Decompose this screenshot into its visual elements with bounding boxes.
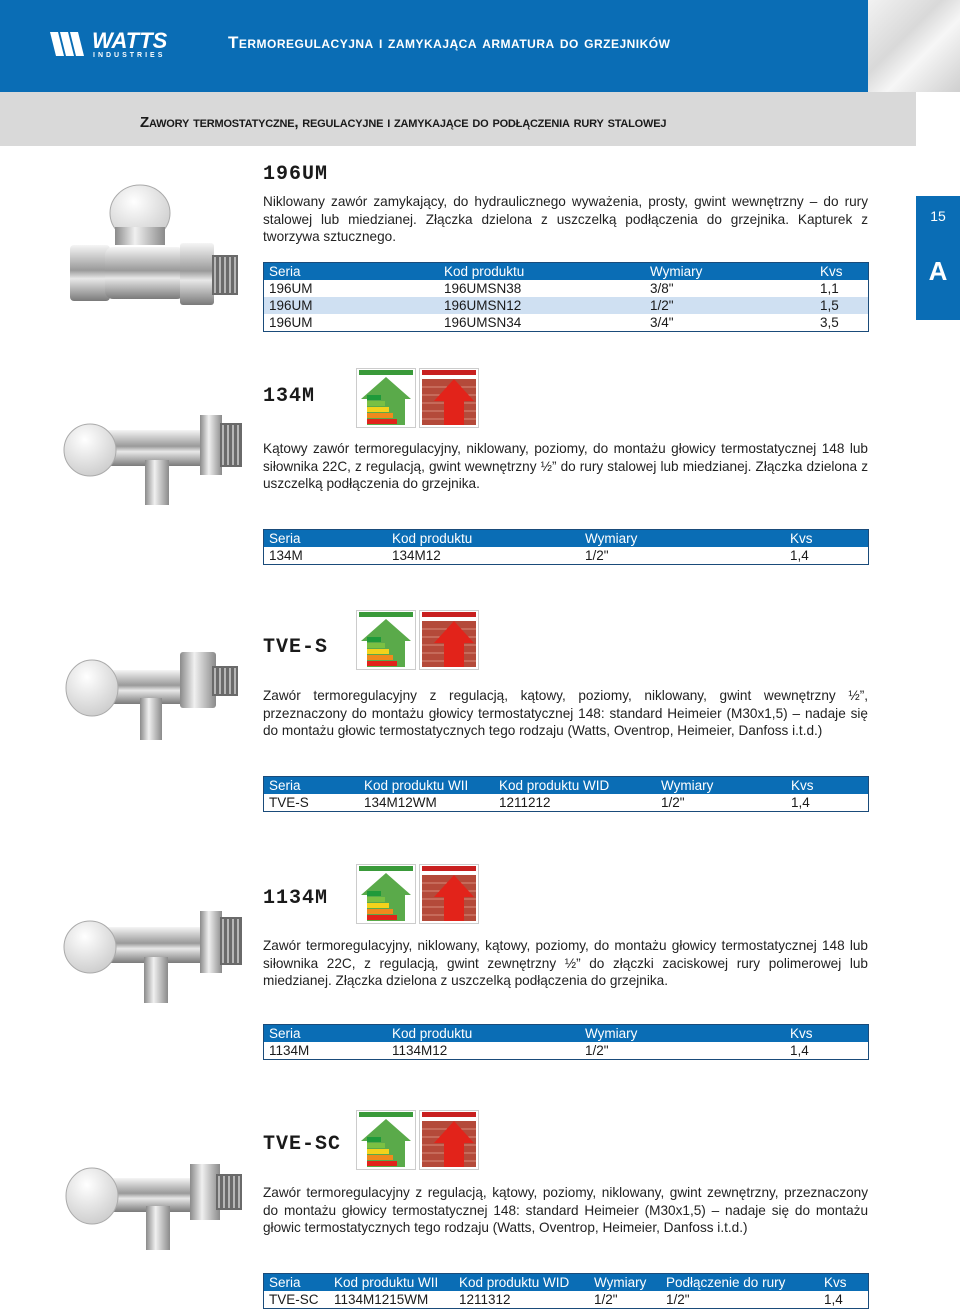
col-header: Wymiary xyxy=(645,263,815,281)
table-header-row xyxy=(264,777,869,795)
energy-label-badge xyxy=(356,368,416,428)
col-header: Wymiary xyxy=(580,530,785,548)
col-header: Kvs xyxy=(819,1274,869,1292)
product-description-196um: Niklowany zawór zamykający, do hydraulicznego wyważenia, prosty, gwint wewnętrzny – do rury stalowej lub miedzianej. Złączka dzielona z uszczelką podłączenia do grzejnika. Kapturek z tworzywa sztucznego. xyxy=(263,194,868,244)
table-cell: 1,4 xyxy=(790,548,809,563)
product-photo-1134m xyxy=(60,895,250,1010)
side-index-tab xyxy=(916,196,960,320)
energy-house-icon xyxy=(357,1111,415,1169)
logo-subtext: INDUSTRIES xyxy=(93,52,166,59)
modernization-badge xyxy=(419,368,479,428)
watts-logo xyxy=(50,28,170,64)
table-header-row xyxy=(264,1025,869,1043)
table-row xyxy=(264,547,869,565)
col-header: Seria xyxy=(264,777,360,795)
product-code-tve-sc: TVE-SC xyxy=(263,1133,342,1156)
table-row xyxy=(264,280,869,297)
col-header: Seria xyxy=(264,530,388,548)
badge-caption xyxy=(359,612,413,617)
col-header: Kod produktu WII xyxy=(329,1274,454,1292)
badge-caption xyxy=(359,866,413,871)
table-cell: 134M12WM xyxy=(364,795,437,810)
table-header-row xyxy=(264,263,869,281)
col-header: Kvs xyxy=(786,777,869,795)
product-code-tve-s: TVE-S xyxy=(263,636,329,659)
header-decoration xyxy=(868,0,960,92)
table-cell: 196UM xyxy=(269,281,313,296)
table-row xyxy=(264,1291,869,1309)
brick-arrow-icon xyxy=(420,865,478,923)
table-header-row xyxy=(264,1274,869,1292)
col-header: Seria xyxy=(264,1274,330,1292)
table-row xyxy=(264,1042,869,1060)
energy-label-badge xyxy=(356,610,416,670)
col-header: Kvs xyxy=(785,1025,869,1043)
product-code-1134m: 1134M xyxy=(263,887,329,910)
table-cell: 3,5 xyxy=(820,315,839,330)
table-cell: 196UMSN38 xyxy=(444,281,522,296)
product-description-tve-s: Zawór termoregulacyjny z regulacją, kątowy, poziomy, niklowany, gwint wewnętrzny ½”, przeznaczony do montażu głowicy termostatycznej 148: standard Heimeier (M30x1,5) – nadaje się do montażu głowic termostatycznych tego rodzaju (Watts, Oventrop, Heimeier, Danfoss i.t.d.) xyxy=(263,688,868,738)
brick-arrow-icon xyxy=(420,1111,478,1169)
table-cell: 196UMSN12 xyxy=(439,297,645,314)
page-number: 15 xyxy=(930,208,946,224)
table-cell: 1/2" xyxy=(645,297,815,314)
logo-wordmark: WATTS xyxy=(92,28,168,53)
col-header: Kod produktu xyxy=(439,263,645,281)
product-table-196um xyxy=(263,262,869,332)
product-table-tve-s xyxy=(263,776,869,812)
table-row xyxy=(264,794,869,812)
table-cell: 196UM xyxy=(269,315,313,330)
product-table-tve-sc xyxy=(263,1273,869,1309)
col-header: Kvs xyxy=(815,263,869,281)
table-cell: 1134M xyxy=(269,1043,310,1058)
col-header: Kod produktu WII xyxy=(359,777,494,795)
table-cell: 1211312 xyxy=(459,1292,511,1307)
badge-caption xyxy=(422,1112,476,1117)
table-cell: 1,5 xyxy=(815,297,869,314)
table-cell: TVE-S xyxy=(269,795,309,810)
col-header: Wymiary xyxy=(589,1274,661,1292)
energy-house-icon xyxy=(357,611,415,669)
chapter-letter: A xyxy=(928,256,948,286)
table-cell: 1/2" xyxy=(661,795,685,810)
table-cell: 3/8" xyxy=(650,281,674,296)
table-cell: 1/2" xyxy=(585,548,609,563)
table-cell: 1211212 xyxy=(499,795,551,810)
badge-caption xyxy=(359,1112,413,1117)
product-photo-134m xyxy=(60,395,250,515)
badge-caption xyxy=(359,370,413,375)
table-cell: 134M xyxy=(269,548,303,563)
product-photo-196um xyxy=(60,165,250,345)
col-header: Kod produktu WID xyxy=(494,777,656,795)
product-code-134m: 134M xyxy=(263,385,316,408)
col-header: Podłączenie do rury xyxy=(661,1274,819,1292)
product-table-1134m xyxy=(263,1024,869,1060)
brick-arrow-icon xyxy=(420,369,478,427)
modernization-badge xyxy=(419,864,479,924)
badge-caption xyxy=(422,370,476,375)
modernization-badge xyxy=(419,610,479,670)
col-header: Kvs xyxy=(785,530,869,548)
watts-stripes-icon xyxy=(50,32,90,56)
table-row xyxy=(264,297,869,314)
table-cell: 1,1 xyxy=(820,281,839,296)
energy-house-icon xyxy=(357,369,415,427)
page-header-title: Termoregulacyjna i zamykająca armatura do grzejników xyxy=(228,33,671,52)
product-description-1134m: Zawór termoregulacyjny, niklowany, kątowy, poziomy, do montażu głowicy termostatycznej 148 lub siłownika 22C, z regulacją, gwint zewnętrzny ½” do złączki zaciskowej rury polimerowej lub miedzianej. Złączka dzielona z uszczelką podłączenia do grzejnika. xyxy=(263,938,868,988)
col-header: Seria xyxy=(264,1025,388,1043)
product-photo-tve-sc xyxy=(60,1150,250,1260)
table-cell: 1134M12 xyxy=(392,1043,448,1058)
energy-label-badge xyxy=(356,1110,416,1170)
table-cell: 1,4 xyxy=(791,795,810,810)
table-cell: 134M12 xyxy=(392,548,441,563)
product-table-134m xyxy=(263,529,869,565)
table-cell: 3/4" xyxy=(650,315,674,330)
table-cell: TVE-SC xyxy=(269,1292,319,1307)
col-header: Kod produktu WID xyxy=(454,1274,589,1292)
product-description-134m: Kątowy zawór termoregulacyjny, niklowany, poziomy, do montażu głowicy termostatycznej 148 lub siłownika 22C, z regulacją, gwint wewnętrzny ½” do rury stalowej lub miedzianej. Złączka dzielona z uszczelką podłączenia do grzejnika. xyxy=(263,441,868,491)
col-header: Wymiary xyxy=(580,1025,785,1043)
section-subheader xyxy=(0,92,916,146)
section-title: Zawory termostatyczne, regulacyjne i zamykające do podłączenia rury stalowej xyxy=(140,114,667,131)
col-header: Kod produktu xyxy=(387,1025,580,1043)
table-cell: 196UMSN34 xyxy=(444,315,522,330)
table-cell: 1,4 xyxy=(824,1292,843,1307)
table-cell: 1/2" xyxy=(666,1292,690,1307)
top-header-bar xyxy=(0,0,868,92)
table-cell: 1134M1215WM xyxy=(334,1292,429,1307)
product-code-196um: 196UM xyxy=(263,163,329,186)
col-header: Kod produktu xyxy=(387,530,580,548)
table-cell: 1/2" xyxy=(585,1043,609,1058)
product-photo-tve-s xyxy=(60,640,250,750)
col-header: Wymiary xyxy=(656,777,786,795)
table-row xyxy=(264,314,869,332)
modernization-badge xyxy=(419,1110,479,1170)
energy-house-icon xyxy=(357,865,415,923)
table-header-row xyxy=(264,530,869,548)
col-header: Seria xyxy=(264,263,440,281)
product-description-tve-sc: Zawór termoregulacyjny z regulacją, kątowy, poziomy, niklowany, gwint zewnętrzny, przeznaczony do montażu głowicy termostatycznej 148: standard Heimeier (M30x1,5) – nadaje się do montażu głowic termostatycznych tego rodzaju (Watts, Oventrop, Heimeier, Danfoss i.t.d.) xyxy=(263,1185,868,1235)
badge-caption xyxy=(422,866,476,871)
table-cell: 1,4 xyxy=(790,1043,809,1058)
energy-label-badge xyxy=(356,864,416,924)
brick-arrow-icon xyxy=(420,611,478,669)
badge-caption xyxy=(422,612,476,617)
table-cell: 1/2" xyxy=(594,1292,618,1307)
table-cell: 196UM xyxy=(264,297,440,314)
